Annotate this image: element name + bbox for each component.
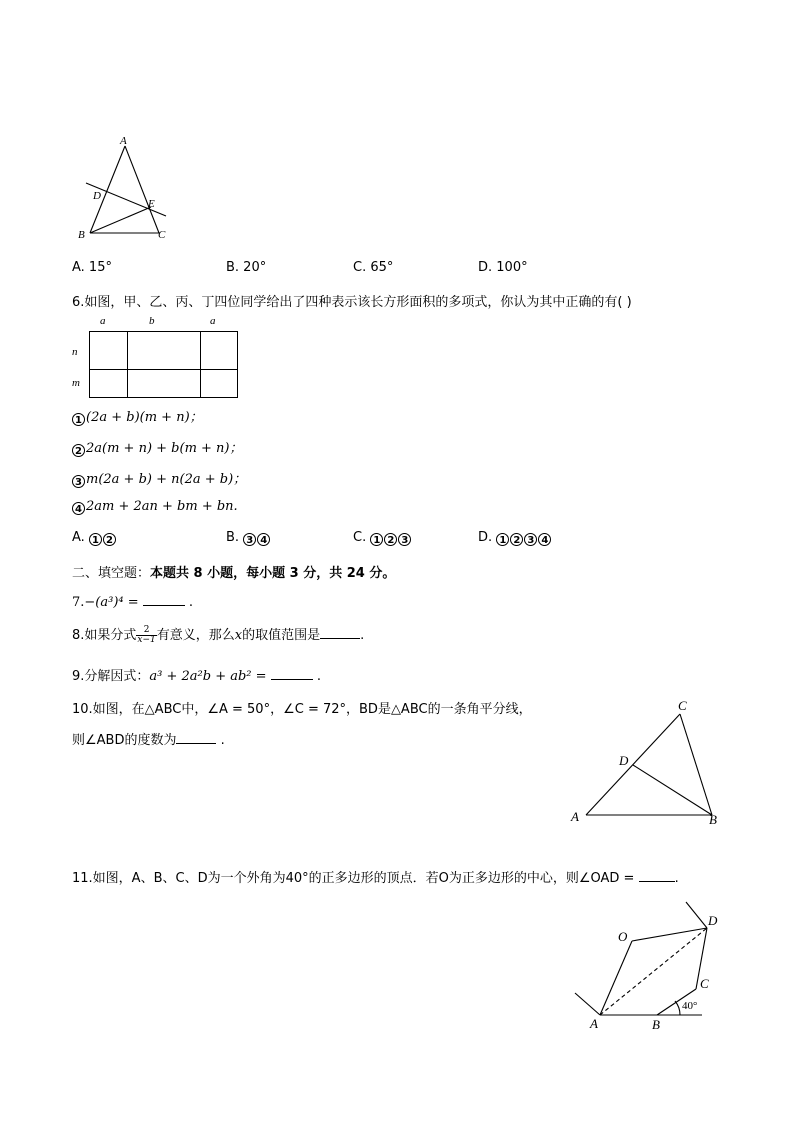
q11-answer-blank[interactable] xyxy=(639,869,675,882)
q6-label-top-a2: a xyxy=(210,315,216,327)
q10-line2: 则∠ABD的度数为 . xyxy=(72,733,225,748)
q5-label-a: A xyxy=(120,135,127,147)
q5-triangle-figure xyxy=(72,132,182,244)
q5-option-b: B. 20° xyxy=(226,260,267,275)
q10-label-c: C xyxy=(678,698,687,713)
q5-option-d: D. 100° xyxy=(478,260,528,275)
q6-option-c: C. 1 2 3 xyxy=(353,530,412,546)
q11: 11.如图，A、B、C、D为一个外角为40°的正多边形的顶点．若O为正多边形的中心，则∠OAD = . xyxy=(72,871,679,886)
q6-option-d: D. 1 2 3 4 xyxy=(478,530,552,546)
q6-option-a: A. 1 2 xyxy=(72,530,117,546)
q7: 7.−(a³)⁴ = . xyxy=(72,595,194,610)
q10-label-d: D xyxy=(619,753,629,768)
q6-item-4: 4 2am + 2an + bm + bn. xyxy=(72,499,238,515)
q10-line1: 10.如图，在△ABC中，∠A = 50°，∠C = 72°，BD是△ABC的一条角平分线， xyxy=(72,702,532,717)
q6-label-side-n: n xyxy=(72,346,78,358)
q6-label-top-a1: a xyxy=(100,315,106,327)
q11-label-a: A xyxy=(590,1016,598,1031)
q5-label-d: D xyxy=(93,190,101,202)
q6-stem: 6.如图，甲、乙、丙、丁四位同学给出了四种表示该长方形面积的多项式，你认为其中正确的有( ) xyxy=(72,295,632,310)
section-title: 二、填空题：本题共 8 小题，每小题 3 分，共 24 分。 xyxy=(72,566,396,581)
q5-option-a: A. 15° xyxy=(72,260,112,275)
q6-item-2: 2 2a(m + n) + b(m + n)； xyxy=(72,437,243,457)
q11-label-d: D xyxy=(708,913,718,928)
q11-label-o: O xyxy=(618,929,628,944)
q5-label-e: E xyxy=(148,198,155,210)
q6-item-1: 1 (2a + b)(m + n)； xyxy=(72,406,203,426)
q5-label-c: C xyxy=(158,229,166,241)
q6-label-top-b: b xyxy=(149,315,155,327)
q5-option-c: C. 65° xyxy=(353,260,394,275)
q11-label-b: B xyxy=(652,1017,660,1032)
q9-answer-blank[interactable] xyxy=(271,667,313,680)
q10-label-b: B xyxy=(709,812,717,827)
q11-label-c: C xyxy=(700,976,709,991)
q7-answer-blank[interactable] xyxy=(143,593,185,606)
q11-polygon-figure xyxy=(568,898,728,1034)
q6-label-side-m: m xyxy=(72,377,80,389)
q8: 8.如果分式 $\frac{2}{x-1}$ 有意义，那么x的取值范围是 . xyxy=(72,625,365,645)
q10-label-a: A xyxy=(571,809,579,824)
q8-answer-blank[interactable] xyxy=(320,626,360,639)
q11-label-angle: 40° xyxy=(682,1000,698,1012)
q6-item-3: 3 m(2a + b) + n(2a + b)； xyxy=(72,468,246,488)
q6-option-b: B. 3 4 xyxy=(226,530,271,546)
q6-rectangle-figure xyxy=(70,310,250,400)
q10-answer-blank[interactable] xyxy=(176,731,216,744)
q5-label-b: B xyxy=(78,229,85,241)
q9: 9.分解因式：a³ + 2a²b + ab² = . xyxy=(72,669,321,684)
q10-triangle-figure xyxy=(568,696,728,830)
